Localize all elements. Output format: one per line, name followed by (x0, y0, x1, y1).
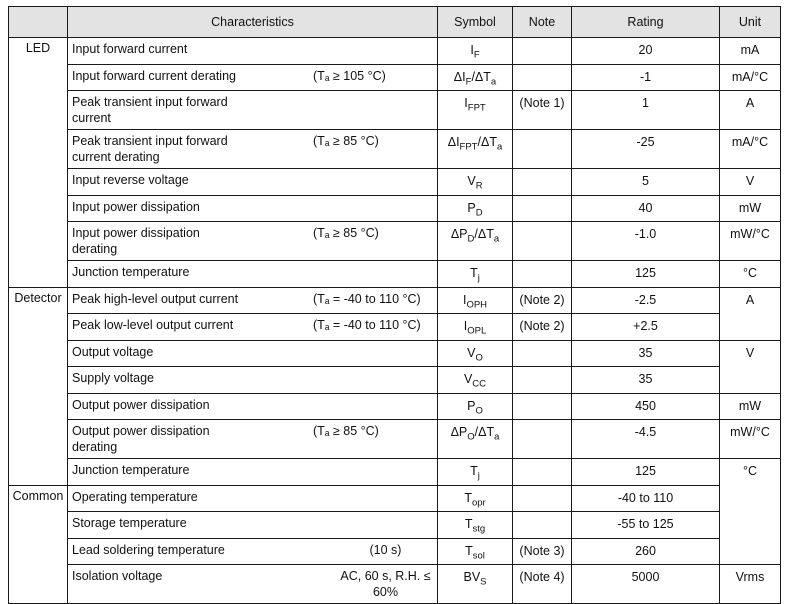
characteristic-cell (68, 393, 438, 420)
characteristic-cell (68, 314, 438, 341)
symbol-cell (438, 195, 513, 222)
characteristic-label: Peak high-level output current (72, 291, 239, 306)
symbol-subscript: O (467, 431, 475, 443)
note-cell (513, 393, 572, 420)
characteristic-cell (68, 287, 438, 314)
symbol-cell (438, 393, 513, 420)
characteristic-label: Input reverse voltage (72, 173, 189, 187)
symbol-subscript: CC (472, 378, 487, 390)
table-row (9, 261, 781, 288)
table-row (9, 512, 781, 539)
symbol-main: I (462, 292, 467, 307)
symbol-cell (438, 420, 513, 459)
header-group (9, 7, 68, 38)
characteristic-label: Input forward current (72, 42, 188, 56)
unit-cell: mW/°C (720, 420, 781, 459)
rating-cell: 40 (572, 195, 720, 222)
note-cell (513, 512, 572, 539)
symbol-main: /ΔT (471, 69, 491, 84)
symbol-main: T (465, 543, 473, 558)
characteristic-cell (68, 261, 438, 288)
rating-cell: 5000 (572, 565, 720, 604)
characteristic-cell (68, 130, 438, 169)
unit-cell: mA/°C (720, 64, 781, 91)
unit-cell: A (720, 287, 781, 340)
condition-label: (10 s) (369, 542, 402, 557)
symbol-cell (438, 367, 513, 394)
condition-label: AC, 60 s, R.H. ≤ 60% (340, 569, 431, 599)
header-note: Note (513, 7, 572, 38)
characteristic-cell (68, 340, 438, 367)
symbol-cell (438, 459, 513, 486)
table-row (9, 222, 781, 261)
condition-label: (Tₐ = -40 to 110 °C) (313, 318, 421, 332)
symbol-subscript: a (494, 431, 500, 443)
group-detector: Detector (9, 287, 68, 485)
table-row (9, 459, 781, 486)
rating-cell: 1 (572, 91, 720, 130)
note-cell: (Note 2) (513, 314, 572, 341)
rating-cell: 125 (572, 261, 720, 288)
symbol-main: ΔP (450, 227, 468, 241)
note-cell (513, 367, 572, 394)
table-row (9, 169, 781, 196)
characteristic-label: Supply voltage (72, 371, 155, 385)
rating-cell: 450 (572, 393, 720, 420)
table-row (9, 340, 781, 367)
table-row (9, 287, 781, 314)
table-row (9, 38, 781, 65)
symbol-subscript: O (475, 405, 483, 416)
characteristic-label: Input power dissipation (72, 199, 200, 214)
symbol-cell (438, 340, 513, 367)
symbol-subscript: a (493, 233, 500, 245)
condition-label: (Tₐ = -40 to 110 °C) (313, 291, 421, 306)
characteristic-cell (68, 91, 438, 130)
characteristic-cell (68, 485, 438, 512)
symbol-cell (438, 64, 513, 91)
characteristic-label: Isolation voltage (72, 569, 163, 583)
characteristic-label: Output power dissipation (72, 397, 210, 412)
characteristic-label: Peak transient input forward current derating (72, 134, 228, 164)
symbol-subscript: a (496, 141, 503, 153)
symbol-cell (438, 512, 513, 539)
header-unit: Unit (720, 7, 781, 38)
symbol-main: I (464, 96, 468, 110)
condition-label: (Tₐ ≥ 85 °C) (313, 424, 379, 438)
symbol-cell (438, 169, 513, 196)
note-cell (513, 38, 572, 65)
note-cell (513, 130, 572, 169)
absolute-maximum-ratings-table (8, 6, 781, 604)
characteristic-label: Peak low-level output current (72, 318, 234, 332)
note-cell (513, 64, 572, 91)
note-cell (513, 261, 572, 288)
symbol-cell (438, 222, 513, 261)
rating-cell: -1 (572, 64, 720, 91)
characteristic-cell (68, 195, 438, 222)
rating-cell: -2.5 (572, 287, 720, 314)
symbol-main: I (463, 319, 468, 333)
characteristic-label: Output power dissipation derating (72, 424, 210, 454)
symbol-main: ΔI (447, 135, 460, 149)
symbol-main: /ΔT (474, 425, 495, 439)
characteristic-label: Operating temperature (72, 489, 198, 504)
unit-cell: A (720, 91, 781, 130)
rating-cell: 20 (572, 38, 720, 65)
symbol-subscript: D (467, 233, 475, 245)
table-row (9, 91, 781, 130)
table-row (9, 64, 781, 91)
note-cell (513, 420, 572, 459)
rating-cell: -4.5 (572, 420, 720, 459)
group-led: LED (9, 38, 68, 288)
characteristic-label: Junction temperature (72, 265, 190, 279)
symbol-subscript: R (475, 180, 483, 192)
unit-cell: mW/°C (720, 222, 781, 261)
symbol-subscript: F (473, 49, 480, 61)
note-cell (513, 459, 572, 486)
rating-cell: 125 (572, 459, 720, 486)
condition-label: (Tₐ ≥ 85 °C) (313, 134, 379, 148)
symbol-cell (438, 565, 513, 604)
table-row (9, 538, 781, 565)
condition-label: (Tₐ ≥ 85 °C) (313, 226, 379, 240)
unit-cell: mW (720, 393, 781, 420)
symbol-subscript: sol (472, 550, 485, 561)
note-cell (513, 169, 572, 196)
rating-cell: -25 (572, 130, 720, 169)
characteristic-label: Junction temperature (72, 463, 190, 477)
rating-cell: -1.0 (572, 222, 720, 261)
characteristic-cell (68, 38, 438, 65)
characteristic-cell (68, 64, 438, 91)
rating-cell: +2.5 (572, 314, 720, 341)
note-cell: (Note 4) (513, 565, 572, 604)
unit-cell: °C (720, 261, 781, 288)
symbol-subscript: F (465, 76, 472, 87)
symbol-main: ΔI (453, 69, 466, 84)
table-row (9, 393, 781, 420)
rating-cell: 5 (572, 169, 720, 196)
condition-label: (Tₐ ≥ 105 °C) (313, 68, 386, 83)
symbol-subscript: OPH (466, 299, 488, 310)
symbol-main: V (467, 174, 476, 188)
table-row (9, 314, 781, 341)
table-row (9, 130, 781, 169)
note-cell (513, 485, 572, 512)
symbol-cell (438, 287, 513, 314)
unit-cell: mA/°C (720, 130, 781, 169)
table-row (9, 195, 781, 222)
symbol-subscript: stg (472, 523, 486, 535)
characteristic-cell (68, 420, 438, 459)
header-symbol: Symbol (438, 7, 513, 38)
unit-cell: mW (720, 195, 781, 222)
symbol-cell (438, 261, 513, 288)
note-cell (513, 222, 572, 261)
characteristic-label: Storage temperature (72, 516, 187, 530)
rating-cell: -55 to 125 (572, 512, 720, 539)
characteristic-label: Peak transient input forward current (72, 95, 228, 125)
symbol-subscript: D (475, 207, 483, 218)
symbol-subscript: FPT (459, 141, 478, 153)
symbol-subscript: a (490, 76, 497, 87)
header-row (9, 7, 781, 38)
header-characteristics: Characteristics (68, 7, 438, 38)
symbol-subscript: j (477, 470, 480, 482)
characteristic-label: Output voltage (72, 344, 154, 359)
symbol-main: P (467, 200, 476, 215)
characteristic-cell (68, 459, 438, 486)
symbol-main: T (464, 517, 473, 531)
table-row (9, 565, 781, 604)
unit-cell: Vrms (720, 565, 781, 604)
symbol-subscript: j (477, 272, 480, 284)
symbol-main: /ΔT (477, 135, 497, 149)
rating-cell: 35 (572, 367, 720, 394)
symbol-cell (438, 485, 513, 512)
symbol-main: I (470, 43, 474, 57)
characteristic-label: Lead soldering temperature (72, 542, 225, 557)
symbol-main: T (470, 266, 478, 280)
note-cell (513, 195, 572, 222)
symbol-main: /ΔT (474, 227, 494, 241)
symbol-main: V (467, 345, 476, 360)
note-cell: (Note 2) (513, 287, 572, 314)
symbol-subscript: OPL (467, 325, 487, 337)
header-rating: Rating (572, 7, 720, 38)
symbol-cell (438, 130, 513, 169)
symbol-main: BV (463, 570, 481, 584)
symbol-cell (438, 91, 513, 130)
symbol-subscript: S (480, 576, 487, 588)
characteristic-cell (68, 222, 438, 261)
characteristic-label: Input power dissipation derating (72, 226, 200, 256)
characteristic-label: Input forward current derating (72, 68, 236, 83)
unit-cell: V (720, 169, 781, 196)
group-common: Common (9, 485, 68, 604)
symbol-cell (438, 314, 513, 341)
rating-cell: -40 to 110 (572, 485, 720, 512)
symbol-cell (438, 538, 513, 565)
symbol-main: V (463, 372, 473, 386)
note-cell (513, 340, 572, 367)
symbol-main: T (464, 490, 472, 505)
symbol-main: ΔP (450, 425, 468, 439)
table-row (9, 367, 781, 394)
table-row (9, 420, 781, 459)
characteristic-cell (68, 565, 438, 604)
unit-cell: °C (720, 459, 781, 565)
note-cell: (Note 3) (513, 538, 572, 565)
unit-cell: V (720, 340, 781, 393)
symbol-main: T (470, 464, 478, 478)
table-row (9, 485, 781, 512)
note-cell: (Note 1) (513, 91, 572, 130)
symbol-subscript: FPT (467, 102, 486, 114)
symbol-main: P (467, 398, 476, 413)
rating-cell: 260 (572, 538, 720, 565)
symbol-subscript: opr (471, 497, 486, 508)
symbol-subscript: O (475, 352, 483, 363)
characteristic-cell (68, 538, 438, 565)
characteristic-cell (68, 367, 438, 394)
characteristic-cell (68, 169, 438, 196)
rating-cell: 35 (572, 340, 720, 367)
unit-cell: mA (720, 38, 781, 65)
symbol-cell (438, 38, 513, 65)
characteristic-cell (68, 512, 438, 539)
